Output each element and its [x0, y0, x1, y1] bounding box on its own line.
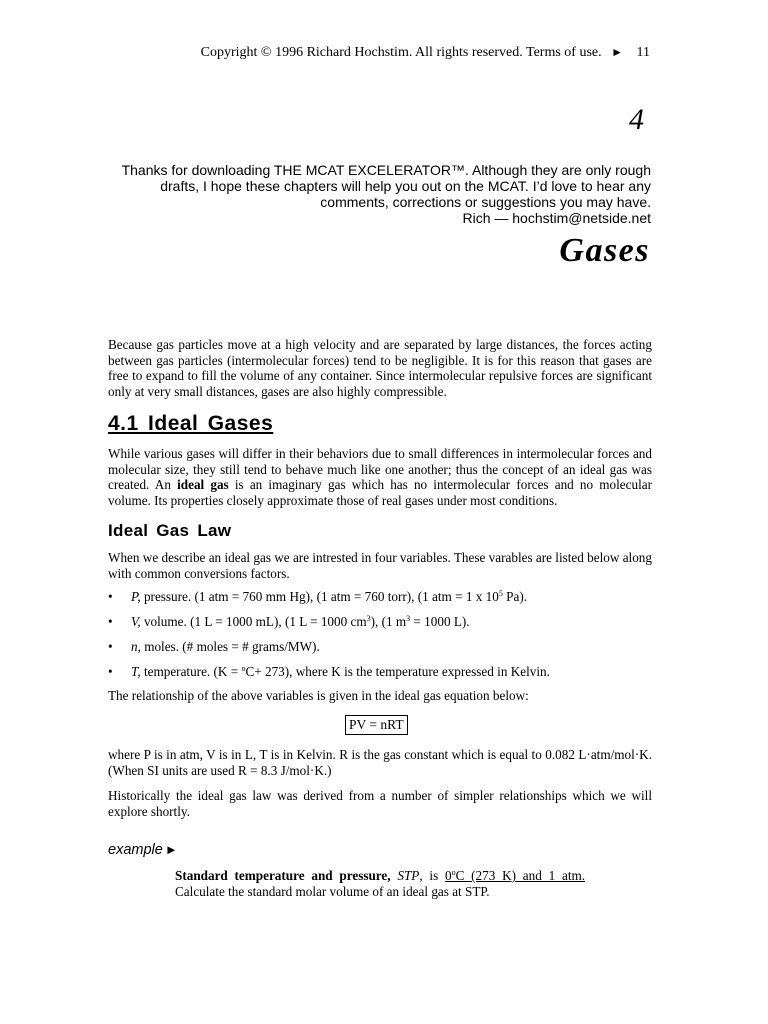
variable-description: = 1000 L).: [413, 614, 470, 629]
bullet: •: [108, 664, 113, 679]
subsection-heading: Ideal Gas Law: [108, 521, 232, 540]
variable-description: pressure. (1 atm = 760 mm Hg), (1 atm = 760 torr), (1 atm = 1 x 10: [143, 589, 499, 604]
download-note-line: Thanks for downloading THE MCAT EXCELERATOR™. Although they are only rough: [121, 162, 651, 178]
author-contact: Rich — hochstim@netside.net: [462, 210, 651, 226]
punctuation: ,: [387, 868, 391, 883]
chapter-title: Gases: [559, 232, 650, 269]
download-note-line: comments, corrections or suggestions you may have.: [320, 194, 651, 210]
ideal-gas-equation: PV = nRT: [345, 715, 408, 735]
variable-description: temperature. (K =: [143, 664, 239, 679]
paragraph-text: While various gases will differ in their behaviors due to small differences in intermolecular forces and molecular size, they still tend to behave much like one another; thus the concept of an ideal gas was created. An: [108, 446, 652, 493]
variables-list: [108, 589, 652, 689]
variable-symbol: n,: [131, 639, 141, 654]
history-text: Historically the ideal gas law was derived from a number of simpler relationships which we will explore shortly.: [108, 788, 652, 819]
variable-description: moles. (# moles = # grams/MW).: [144, 639, 320, 654]
example-text: , is: [419, 868, 439, 883]
list-item: [108, 639, 652, 664]
variable-description: ), (1 m: [370, 614, 407, 629]
equation-explanation: where P is in atm, V is in L, T is in Kelvin. R is the gas constant which is equal to 0.082 L·atm/mol·K. (When SI units are used R = 8.3 J/mol·K.): [108, 747, 652, 778]
example-problem: [175, 868, 585, 900]
section-heading: 4.1 Ideal Gases: [108, 412, 274, 435]
superscript: 3: [406, 614, 411, 623]
stp-condition: [445, 868, 585, 883]
example-label: [108, 842, 178, 858]
paragraph-text: is an imaginary gas which has no intermolecular forces and no molecular volume. Its properties closely approximate those of real gases under most conditions.: [108, 477, 653, 508]
example-question: Calculate the standard molar volume of an ideal gas at STP.: [175, 884, 490, 899]
variable-description: volume. (1 L = 1000 mL), (1 L = 1000 cm: [143, 614, 367, 629]
list-item: [108, 589, 652, 614]
download-note: [110, 162, 651, 226]
bullet: •: [108, 589, 113, 604]
list-item: [108, 664, 652, 689]
ideal-gas-paragraph: [108, 446, 652, 508]
variable-symbol: V,: [131, 614, 141, 629]
relationship-text: The relationship of the above variables is given in the ideal gas equation below:: [108, 688, 529, 703]
copyright-notice: Copyright © 1996 Richard Hochstim. All rights reserved. Terms of use.: [200, 45, 602, 60]
download-note-line: drafts, I hope these chapters will help you out on the MCAT. I’d love to hear any: [160, 178, 651, 194]
next-page-arrow-icon[interactable]: ►: [611, 45, 624, 59]
term-stp: Standard temperature and pressure: [175, 868, 388, 883]
page-header: [0, 45, 650, 61]
variable-symbol: T,: [131, 664, 141, 679]
chapter-number: 4: [629, 103, 644, 136]
superscript: 3: [366, 614, 371, 623]
variable-symbol: P,: [131, 589, 141, 604]
intro-paragraph: Because gas particles move at a high velocity and are separated by large distances, the forces acting between gas particles (intermolecular forces) tend to be negligible. It is for this reason that gases are free to expand to fill the volume of any container. Since intermolecular repulsive forces are significant only at very small distances, gases are also highly compressible.: [108, 337, 652, 399]
example-label-text: example: [108, 842, 163, 858]
superscript: o: [241, 664, 246, 673]
condition-text: C (273 K) and 1 atm.: [455, 868, 586, 883]
variables-intro: When we describe an ideal gas we are intrested in four variables. These varables are listed below along with common conversions factors.: [108, 550, 652, 581]
superscript: 5: [498, 589, 503, 598]
variable-description: Pa).: [506, 589, 528, 604]
list-item: [108, 614, 652, 639]
superscript: o: [451, 868, 456, 877]
variable-description: C+ 273), where K is the temperature expressed in Kelvin.: [245, 664, 550, 679]
page-number: 11: [636, 45, 650, 60]
condition-text: 0: [445, 868, 452, 883]
example-arrow-icon: ►: [164, 842, 178, 857]
term-ideal-gas: ideal gas: [177, 477, 229, 493]
bullet: •: [108, 614, 113, 629]
abbreviation: STP: [397, 868, 420, 883]
bullet: •: [108, 639, 113, 654]
